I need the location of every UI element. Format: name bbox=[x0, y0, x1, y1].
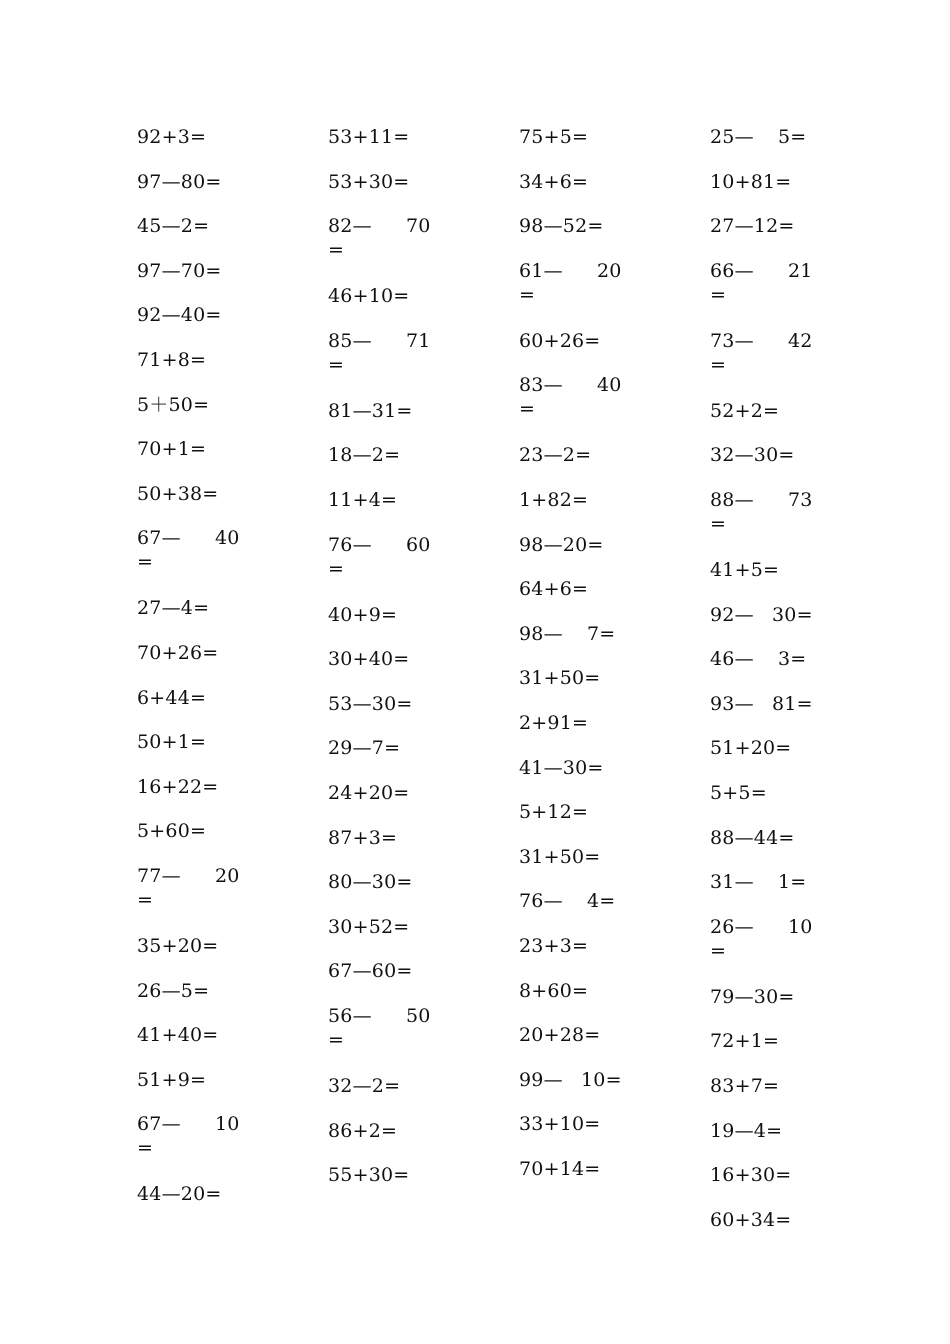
problem-text: 77— bbox=[137, 864, 181, 887]
problem-item bbox=[328, 442, 438, 468]
problem-text: 40+9= bbox=[328, 603, 398, 626]
problem-text: 72+1= bbox=[710, 1030, 780, 1053]
problem-item bbox=[137, 1181, 247, 1207]
problem-equals: = bbox=[710, 283, 726, 306]
problem-text: 81—31= bbox=[328, 399, 413, 422]
problem-item bbox=[328, 169, 438, 195]
problem-item bbox=[137, 258, 247, 284]
problem-item bbox=[710, 124, 820, 150]
problem-text: 46— bbox=[710, 648, 754, 671]
problem-text: 8+60= bbox=[519, 979, 589, 1002]
problem-operand: 60 bbox=[406, 533, 431, 556]
problem-text: 92+3= bbox=[137, 126, 207, 148]
problem-text: 53+11= bbox=[328, 126, 410, 148]
problem-item bbox=[137, 774, 247, 800]
problem-text: 76— bbox=[519, 890, 563, 913]
problem-item bbox=[328, 869, 438, 895]
problem-item bbox=[328, 825, 438, 851]
problem-text: 30+52= bbox=[328, 915, 410, 938]
problem-text: 98— bbox=[519, 622, 563, 645]
problem-item bbox=[519, 532, 629, 558]
problem-text: 79—30= bbox=[710, 985, 795, 1008]
problem-operand: 7= bbox=[587, 622, 616, 645]
problem-operand: 73 bbox=[788, 488, 813, 511]
problem-text: 64+6= bbox=[519, 578, 589, 601]
problem-item bbox=[710, 557, 820, 583]
problem-item bbox=[710, 780, 820, 806]
problem-equals: = bbox=[137, 888, 153, 911]
problem-item bbox=[137, 640, 247, 666]
problem-text: 71+8= bbox=[137, 348, 207, 371]
problem-text: 86+2= bbox=[328, 1119, 398, 1142]
problem-text: 5＋50= bbox=[137, 393, 210, 416]
problem-item bbox=[137, 525, 247, 577]
problem-operand: 42 bbox=[788, 329, 813, 352]
problem-text: 83— bbox=[519, 374, 563, 397]
problem-text: 98—20= bbox=[519, 533, 604, 556]
problem-item bbox=[137, 1067, 247, 1093]
problem-text: 46+10= bbox=[328, 285, 410, 308]
problem-operand: 20 bbox=[215, 864, 240, 887]
problem-item bbox=[710, 869, 820, 895]
problem-text: 10+81= bbox=[710, 170, 792, 193]
problem-item bbox=[137, 1022, 247, 1048]
problem-item bbox=[710, 1028, 820, 1054]
problem-item bbox=[328, 487, 438, 513]
problem-text: 35+20= bbox=[137, 934, 219, 957]
problem-text: 31+50= bbox=[519, 667, 601, 690]
problem-text: 41+40= bbox=[137, 1024, 219, 1047]
problem-item bbox=[328, 1073, 438, 1099]
problem-item bbox=[519, 487, 629, 513]
problem-item bbox=[710, 1073, 820, 1099]
problem-text: 92— bbox=[710, 603, 754, 626]
problem-item bbox=[328, 124, 438, 150]
problem-item bbox=[328, 602, 438, 628]
problem-text: 53+30= bbox=[328, 170, 410, 193]
problem-item bbox=[137, 436, 247, 462]
problem-operand: 71 bbox=[406, 329, 431, 352]
problem-text: 67—60= bbox=[328, 960, 413, 983]
problem-item bbox=[710, 169, 820, 195]
problem-text: 80—30= bbox=[328, 871, 413, 894]
problem-text: 6+44= bbox=[137, 686, 207, 709]
problem-equals: = bbox=[710, 939, 726, 962]
problem-item bbox=[137, 863, 247, 915]
problem-text: 34+6= bbox=[519, 170, 589, 193]
problem-text: 32—30= bbox=[710, 444, 795, 467]
problem-item bbox=[328, 283, 438, 309]
problem-text: 88— bbox=[710, 488, 754, 511]
column-4 bbox=[710, 124, 820, 1251]
problem-operand: 20 bbox=[597, 259, 622, 282]
problem-item bbox=[710, 1207, 820, 1233]
problem-text: 41—30= bbox=[519, 756, 604, 779]
problem-text: 33+10= bbox=[519, 1113, 601, 1136]
problem-item bbox=[137, 729, 247, 755]
problem-item bbox=[137, 685, 247, 711]
problem-item bbox=[137, 347, 247, 373]
problem-text: 5+60= bbox=[137, 820, 207, 843]
problem-text: 31— bbox=[710, 871, 754, 894]
problem-item bbox=[328, 398, 438, 424]
problem-text: 26—5= bbox=[137, 979, 210, 1002]
problem-operand: 70 bbox=[406, 215, 431, 238]
problem-equals: = bbox=[519, 398, 535, 421]
problem-text: 26— bbox=[710, 915, 754, 938]
problem-operand: 10 bbox=[215, 1113, 240, 1136]
problem-item bbox=[137, 933, 247, 959]
problem-operand: 10= bbox=[581, 1068, 622, 1091]
problem-item bbox=[519, 1067, 629, 1093]
problem-text: 53—30= bbox=[328, 692, 413, 715]
problem-item bbox=[710, 984, 820, 1010]
problem-text: 70+26= bbox=[137, 641, 219, 664]
problem-item bbox=[710, 1162, 820, 1188]
problem-operand: 4= bbox=[587, 890, 616, 913]
problem-item bbox=[519, 169, 629, 195]
problem-text: 82— bbox=[328, 215, 372, 238]
problem-item bbox=[519, 124, 629, 150]
problem-text: 83+7= bbox=[710, 1074, 780, 1097]
column-3 bbox=[519, 124, 629, 1200]
problem-operand: 5= bbox=[778, 126, 807, 148]
problem-operand: 10 bbox=[788, 915, 813, 938]
problem-item bbox=[328, 1003, 438, 1055]
problem-item bbox=[137, 169, 247, 195]
problem-text: 2+91= bbox=[519, 711, 589, 734]
problem-text: 73— bbox=[710, 329, 754, 352]
problem-item bbox=[519, 978, 629, 1004]
problem-text: 60+34= bbox=[710, 1208, 792, 1231]
problem-item bbox=[328, 532, 438, 584]
problem-item bbox=[137, 213, 247, 239]
problem-text: 56— bbox=[328, 1004, 372, 1027]
problem-text: 23—2= bbox=[519, 444, 592, 467]
problem-item bbox=[328, 1162, 438, 1188]
problem-item bbox=[328, 691, 438, 717]
problem-item bbox=[137, 818, 247, 844]
problem-text: 67— bbox=[137, 527, 181, 550]
problem-item bbox=[519, 1022, 629, 1048]
problem-text: 55+30= bbox=[328, 1164, 410, 1187]
problem-text: 98—52= bbox=[519, 215, 604, 238]
problem-equals: = bbox=[710, 512, 726, 535]
problem-operand: 30= bbox=[772, 603, 813, 626]
problem-text: 5+5= bbox=[710, 781, 767, 804]
column-1 bbox=[137, 124, 247, 1226]
problem-text: 44—20= bbox=[137, 1183, 222, 1206]
problem-item bbox=[710, 914, 820, 966]
problem-text: 97—70= bbox=[137, 259, 222, 282]
problem-text: 19—4= bbox=[710, 1119, 783, 1142]
problem-text: 50+1= bbox=[137, 731, 207, 754]
problem-operand: 81= bbox=[772, 692, 813, 715]
problem-item bbox=[519, 933, 629, 959]
problem-item bbox=[328, 735, 438, 761]
problem-item bbox=[519, 213, 629, 239]
problem-text: 88—44= bbox=[710, 826, 795, 849]
problem-item bbox=[710, 825, 820, 851]
problem-item bbox=[519, 755, 629, 781]
problem-item bbox=[519, 710, 629, 736]
problem-item bbox=[710, 1118, 820, 1144]
problem-text: 32—2= bbox=[328, 1074, 401, 1097]
problem-item bbox=[328, 1118, 438, 1144]
problem-item bbox=[519, 1156, 629, 1182]
problem-text: 27—4= bbox=[137, 597, 210, 620]
problem-text: 41+5= bbox=[710, 558, 780, 581]
problem-text: 51+20= bbox=[710, 737, 792, 760]
problem-text: 87+3= bbox=[328, 826, 398, 849]
problem-equals: = bbox=[137, 1137, 153, 1160]
problem-text: 93— bbox=[710, 692, 754, 715]
problem-equals: = bbox=[710, 353, 726, 376]
problem-text: 45—2= bbox=[137, 215, 210, 238]
problem-item bbox=[710, 691, 820, 717]
problem-item bbox=[137, 481, 247, 507]
problem-operand: 21 bbox=[788, 259, 813, 282]
problem-text: 92—40= bbox=[137, 304, 222, 327]
problem-item bbox=[328, 328, 438, 380]
problem-item bbox=[519, 888, 629, 914]
problem-text: 51+9= bbox=[137, 1068, 207, 1091]
problem-equals: = bbox=[519, 283, 535, 306]
problem-equals: = bbox=[328, 557, 344, 580]
problem-text: 27—12= bbox=[710, 215, 795, 238]
problem-equals: = bbox=[328, 239, 344, 262]
problem-operand: 40 bbox=[597, 374, 622, 397]
problem-item bbox=[710, 398, 820, 424]
problem-text: 61— bbox=[519, 259, 563, 282]
problem-equals: = bbox=[137, 551, 153, 574]
problem-item bbox=[519, 1111, 629, 1137]
problem-operand: 50 bbox=[406, 1004, 431, 1027]
problem-item bbox=[519, 621, 629, 647]
problem-text: 1+82= bbox=[519, 488, 589, 511]
problem-equals: = bbox=[328, 353, 344, 376]
problem-text: 20+28= bbox=[519, 1024, 601, 1047]
problem-item bbox=[137, 1111, 247, 1163]
problem-equals: = bbox=[328, 1028, 344, 1051]
problem-text: 66— bbox=[710, 259, 754, 282]
problem-text: 50+38= bbox=[137, 482, 219, 505]
problem-text: 99— bbox=[519, 1068, 563, 1091]
problem-item bbox=[519, 665, 629, 691]
problem-item bbox=[328, 958, 438, 984]
problem-text: 75+5= bbox=[519, 126, 589, 148]
problem-text: 24+20= bbox=[328, 781, 410, 804]
problem-item bbox=[710, 602, 820, 628]
problem-item bbox=[519, 442, 629, 468]
problem-item bbox=[328, 213, 438, 265]
problem-item bbox=[710, 487, 820, 539]
problem-item bbox=[519, 799, 629, 825]
problem-item bbox=[710, 328, 820, 380]
problem-text: 76— bbox=[328, 533, 372, 556]
problem-item bbox=[137, 978, 247, 1004]
problem-item bbox=[519, 844, 629, 870]
problem-item bbox=[710, 442, 820, 468]
problem-item bbox=[710, 735, 820, 761]
problem-item bbox=[137, 595, 247, 621]
problem-item bbox=[328, 914, 438, 940]
problem-text: 67— bbox=[137, 1113, 181, 1136]
problem-text: 18—2= bbox=[328, 444, 401, 467]
problem-item bbox=[519, 258, 629, 310]
problem-text: 25— bbox=[710, 126, 754, 148]
problem-item bbox=[710, 646, 820, 672]
problem-text: 52+2= bbox=[710, 399, 780, 422]
problem-text: 60+26= bbox=[519, 329, 601, 352]
problem-text: 30+40= bbox=[328, 648, 410, 671]
problem-text: 23+3= bbox=[519, 934, 589, 957]
problem-item bbox=[328, 646, 438, 672]
problem-item bbox=[710, 213, 820, 239]
problem-text: 5+12= bbox=[519, 801, 589, 824]
problem-text: 11+4= bbox=[328, 488, 398, 511]
problem-text: 97—80= bbox=[137, 170, 222, 193]
problem-text: 16+22= bbox=[137, 775, 219, 798]
problem-item bbox=[137, 124, 247, 150]
column-2 bbox=[328, 124, 438, 1207]
problem-text: 29—7= bbox=[328, 737, 401, 760]
problem-item bbox=[519, 576, 629, 602]
problem-item bbox=[519, 372, 629, 424]
problem-item bbox=[328, 780, 438, 806]
problem-item bbox=[519, 328, 629, 354]
problem-item bbox=[710, 258, 820, 310]
problem-text: 85— bbox=[328, 329, 372, 352]
problem-operand: 3= bbox=[778, 648, 807, 671]
problem-text: 16+30= bbox=[710, 1164, 792, 1187]
problem-operand: 1= bbox=[778, 871, 807, 894]
problem-item bbox=[137, 392, 247, 418]
problem-text: 31+50= bbox=[519, 845, 601, 868]
problem-text: 70+1= bbox=[137, 438, 207, 461]
problem-operand: 40 bbox=[215, 527, 240, 550]
problem-text: 70+14= bbox=[519, 1157, 601, 1180]
problem-item bbox=[137, 302, 247, 328]
